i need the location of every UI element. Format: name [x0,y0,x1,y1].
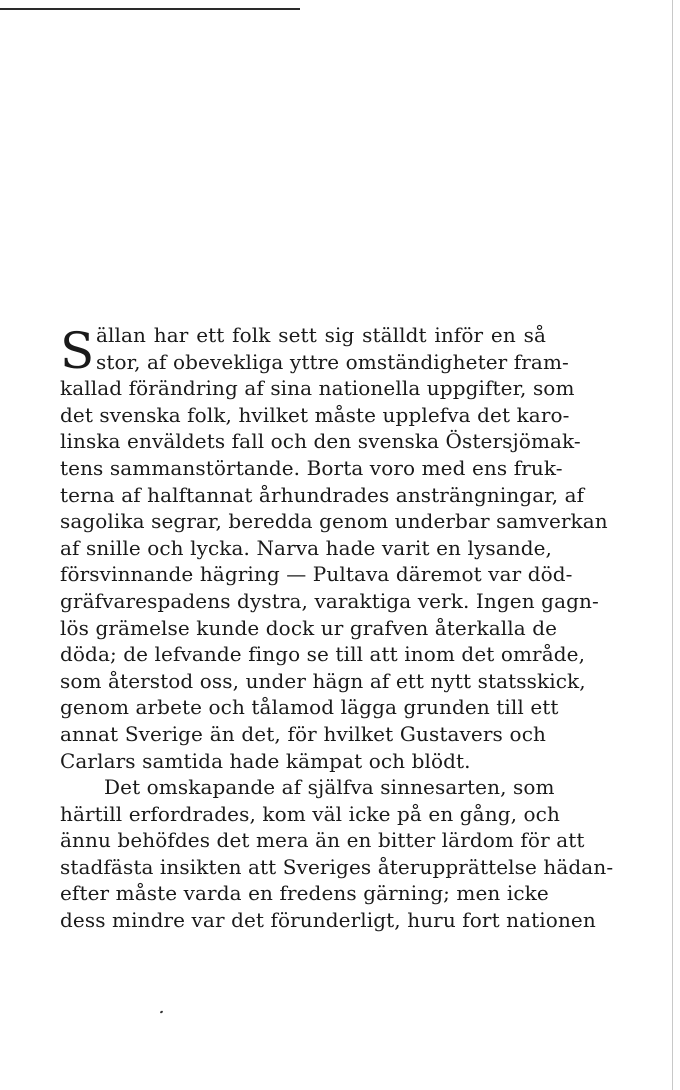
text-line: af snille och lycka. Narva hade varit en lysande, [60,535,553,560]
text-line: Det omskapande af själfva sinnesarten, som [104,775,555,800]
text-line: härtill erfordrades, kom väl icke på en gång, och [60,801,560,826]
text-line: annat Sverige än det, för hvilket Gustavers och [60,721,546,746]
ink-speck [160,1010,164,1013]
text-line: genom arbete och tålamod lägga grunden till ett [60,695,559,720]
page-right-edge [672,0,673,1090]
text-line: tens sammanstörtande. Borta voro med ens fruk- [60,455,563,480]
paragraph-2 [60,774,614,934]
text-line: försvinnande hägring — Pultava däremot var död- [60,562,573,587]
paragraph-1 [60,322,608,774]
body-text [60,322,614,934]
drop-cap-initial: S [60,322,95,380]
text-line: ällan har ett folk sett sig ställdt inför en så [96,323,546,347]
text-line: terna af halftannat århundrades ansträngningar, af [60,482,585,507]
text-line: linska enväldets fall och den svenska Östersjömak- [60,429,581,454]
text-line: Carlars samtida hade kämpat och blödt. [60,748,471,773]
text-line: döda; de lefvande fingo se till att inom det område, [60,642,586,667]
text-line: stadfästa insikten att Sveriges återupprättelse hädan- [60,854,614,879]
text-line: efter måste varda en fredens gärning; men icke [60,881,549,906]
page-top-rule [0,8,300,10]
text-line: kallad förändring af sina nationella uppgifter, som [60,376,575,401]
text-line: ännu behöfdes det mera än en bitter lärdom för att [60,828,585,853]
text-line: gräfvarespadens dystra, varaktiga verk. Ingen gagn- [60,588,599,613]
text-line: det svenska folk, hvilket måste upplefva det karo- [60,402,570,427]
text-line: sagolika segrar, beredda genom underbar samverkan [60,509,608,534]
text-line: stor, af obevekliga yttre omständigheter fram- [96,349,569,374]
text-line: lös grämelse kunde dock ur grafven återkalla de [60,615,558,640]
text-line: som återstod oss, under hägn af ett nytt statsskick, [60,668,586,693]
text-line: dess mindre var det förunderligt, huru fort nationen [60,908,596,933]
